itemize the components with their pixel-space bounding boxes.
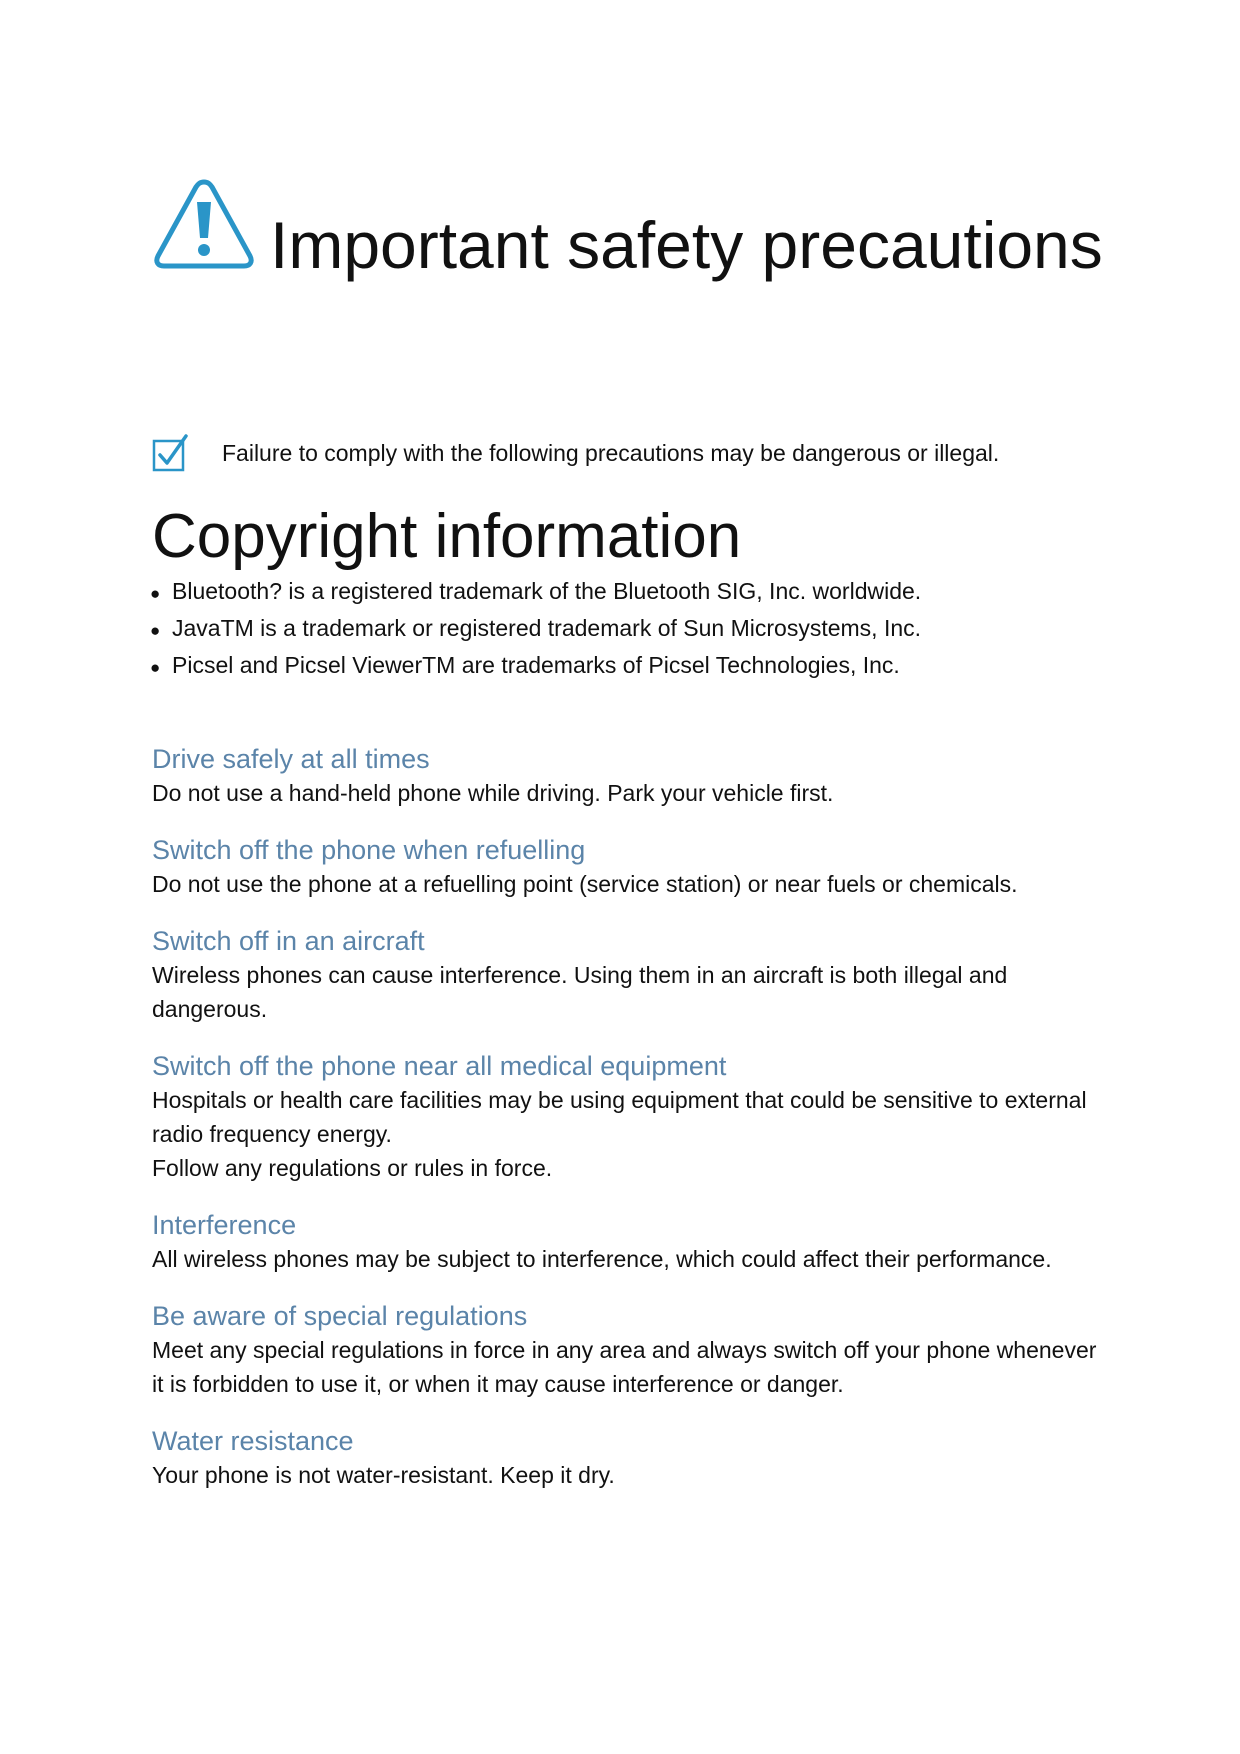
section-body: Do not use a hand-held phone while driving. Park your vehicle first.: [152, 780, 834, 806]
section-heading: Water resistance: [152, 1426, 354, 1456]
bullet-icon: ●: [150, 621, 161, 640]
safety-sections: [152, 742, 1112, 1492]
notice-text: Failure to comply with the following precautions may be dangerous or illegal.: [222, 440, 1000, 466]
section-body: Follow any regulations or rules in force.: [152, 1155, 553, 1181]
section-interference: [152, 1208, 1112, 1276]
section-body: Hospitals or health care facilities may be using equipment that could be sensitive to external radio frequency energy.: [152, 1087, 1087, 1147]
warning-triangle-icon: [152, 176, 256, 272]
section-body: Your phone is not water-resistant. Keep it dry.: [152, 1462, 615, 1488]
section-aircraft: [152, 924, 1112, 1026]
section-refuelling: [152, 833, 1112, 901]
section-body: Wireless phones can cause interference. Using them in an aircraft is both illegal and dangerous.: [152, 962, 1008, 1022]
section-water-resistance: [152, 1424, 1112, 1492]
list-item: [150, 648, 921, 685]
bullet-icon: ●: [150, 584, 161, 603]
checkbox-note-icon: [152, 434, 190, 472]
trademark-list: [150, 574, 921, 685]
section-heading: Switch off the phone near all medical equipment: [152, 1051, 727, 1081]
section-heading: Be aware of special regulations: [152, 1301, 528, 1331]
section-body: All wireless phones may be subject to interference, which could affect their performance.: [152, 1246, 1052, 1272]
section-body: Meet any special regulations in force in any area and always switch off your phone whenever it is forbidden to use it, or when it may cause interference or danger.: [152, 1337, 1097, 1397]
trademark-text: Picsel and Picsel ViewerTM are trademarks of Picsel Technologies, Inc.: [172, 652, 900, 678]
section-heading: Switch off in an aircraft: [152, 926, 425, 956]
bullet-icon: ●: [150, 658, 161, 677]
copyright-title: Copyright information: [152, 502, 742, 571]
trademark-text: Bluetooth? is a registered trademark of the Bluetooth SIG, Inc. worldwide.: [172, 578, 922, 604]
page-title: Important safety precautions: [270, 208, 1103, 282]
trademark-text: JavaTM is a trademark or registered trademark of Sun Microsystems, Inc.: [172, 615, 922, 641]
section-heading: Drive safely at all times: [152, 744, 430, 774]
list-item: [150, 574, 921, 611]
list-item: [150, 611, 921, 648]
title-row: [152, 176, 1152, 282]
section-drive-safely: [152, 742, 1112, 810]
section-heading: Switch off the phone when refuelling: [152, 835, 586, 865]
section-heading: Interference: [152, 1210, 297, 1240]
section-special-regulations: [152, 1299, 1112, 1401]
section-medical-equipment: [152, 1049, 1112, 1185]
section-body: Do not use the phone at a refuelling point (service station) or near fuels or chemicals.: [152, 871, 1018, 897]
